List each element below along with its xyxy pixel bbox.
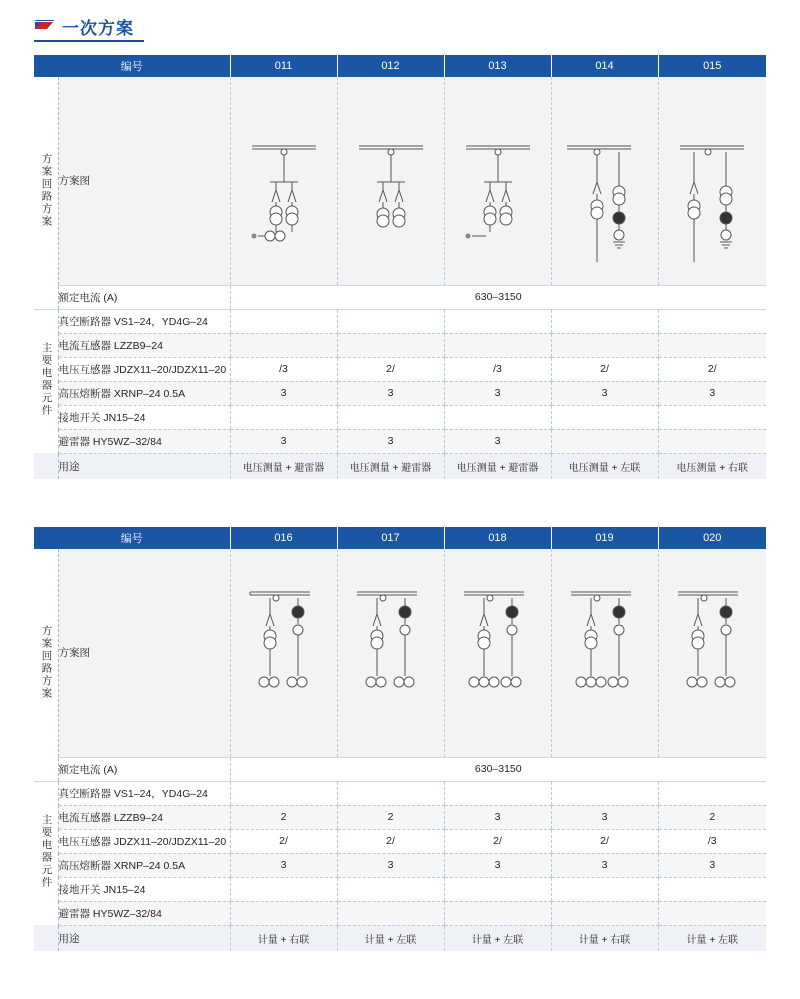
fuse-value-5: 3 [658, 381, 766, 405]
header-cell-id: 编号 [34, 55, 230, 77]
fuse-value-2: 3 [337, 381, 444, 405]
voltage-transformer-2-value-2: 2/ [337, 829, 444, 853]
header-cell-col-3: 013 [444, 55, 551, 77]
arrester-2-value-1 [230, 901, 337, 925]
diagram-cell-020 [658, 549, 766, 757]
arrester-2-value-3 [444, 901, 551, 925]
arrester-value-1: 3 [230, 429, 337, 453]
voltage-transformer-value-4: 2/ [551, 357, 658, 381]
diagram-row-2 [34, 549, 766, 757]
current-transformer-value-5 [658, 333, 766, 357]
header-cell-col-5: 015 [658, 55, 766, 77]
diagram-cell-011 [230, 77, 337, 285]
header-cell-col2-4: 019 [551, 527, 658, 549]
earthing-switch-2-value-2 [337, 877, 444, 901]
vacuum-breaker-2-value-5 [658, 781, 766, 805]
group-label-components-2: 主要电器元件 [34, 781, 58, 925]
usage-value-5: 电压测量 + 右联 [658, 453, 766, 479]
fuse-row [34, 381, 766, 405]
header-cell-col2-3: 018 [444, 527, 551, 549]
voltage-transformer-value-5: 2/ [658, 357, 766, 381]
title-underline [34, 40, 144, 42]
earthing-switch-2-value-4 [551, 877, 658, 901]
voltage-transformer-label: 电压互感器 JDZX11–20/JDZX11–20 [58, 357, 230, 381]
vacuum-breaker-2-value-3 [444, 781, 551, 805]
voltage-transformer-label-2: 电压互感器 JDZX11–20/JDZX11–20 [58, 829, 230, 853]
vacuum-breaker-value-1 [230, 309, 337, 333]
arrester-value-5 [658, 429, 766, 453]
header-cell-id-2: 编号 [34, 527, 230, 549]
arrester-2-value-5 [658, 901, 766, 925]
header-cell-col2-5: 020 [658, 527, 766, 549]
usage-2-value-5: 计量 + 左联 [658, 925, 766, 951]
page-title [34, 14, 134, 39]
earthing-switch-label: 接地开关 JN15–24 [58, 405, 230, 429]
current-transformer-2-value-1: 2 [230, 805, 337, 829]
current-transformer-2-value-5: 2 [658, 805, 766, 829]
header-cell-col-1: 011 [230, 55, 337, 77]
diagram-cell-013 [444, 77, 551, 285]
table-header-row-2 [34, 527, 766, 549]
voltage-transformer-2-value-1: 2/ [230, 829, 337, 853]
usage-value-4: 电压测量 + 左联 [551, 453, 658, 479]
fuse-2-value-1: 3 [230, 853, 337, 877]
diagram-row [34, 77, 766, 285]
voltage-transformer-2-value-5: /3 [658, 829, 766, 853]
voltage-transformer-row-2 [34, 829, 766, 853]
fuse-value-1: 3 [230, 381, 337, 405]
current-transformer-2-value-2: 2 [337, 805, 444, 829]
diagram-cell-012 [337, 77, 444, 285]
group-label-components: 主要电器元件 [34, 309, 58, 453]
fuse-row-2 [34, 853, 766, 877]
vacuum-breaker-label: 真空断路器 VS1–24，YD4G–24 [58, 309, 230, 333]
fuse-2-value-2: 3 [337, 853, 444, 877]
voltage-transformer-value-3: /3 [444, 357, 551, 381]
arrester-2-value-4 [551, 901, 658, 925]
current-transformer-value-4 [551, 333, 658, 357]
current-transformer-label-2: 电流互感器 LZZB9–24 [58, 805, 230, 829]
group-label-scheme: 方案回路方案 [34, 77, 58, 309]
vacuum-breaker-row [34, 309, 766, 333]
usage-value-1: 电压测量 + 避雷器 [230, 453, 337, 479]
fuse-2-value-3: 3 [444, 853, 551, 877]
vacuum-breaker-value-4 [551, 309, 658, 333]
usage-spacer [34, 453, 58, 479]
earthing-switch-2-value-3 [444, 877, 551, 901]
usage-spacer-2 [34, 925, 58, 951]
diagram-cell-018 [444, 549, 551, 757]
vacuum-breaker-2-value-2 [337, 781, 444, 805]
diagram-cell-016 [230, 549, 337, 757]
flag-icon [34, 20, 54, 34]
vacuum-breaker-2-value-4 [551, 781, 658, 805]
fuse-label: 高压熔断器 XRNP–24 0.5A [58, 381, 230, 405]
earthing-switch-row-2 [34, 877, 766, 901]
earthing-switch-label-2: 接地开关 JN15–24 [58, 877, 230, 901]
usage-row-2 [34, 925, 766, 951]
header-cell-col2-2: 017 [337, 527, 444, 549]
current-transformer-row [34, 333, 766, 357]
vacuum-breaker-value-5 [658, 309, 766, 333]
usage-label-2: 用途 [58, 925, 230, 951]
usage-2-value-3: 计量 + 左联 [444, 925, 551, 951]
earthing-switch-value-2 [337, 405, 444, 429]
vacuum-breaker-2-value-1 [230, 781, 337, 805]
usage-row [34, 453, 766, 479]
arrester-value-2: 3 [337, 429, 444, 453]
earthing-switch-2-value-1 [230, 877, 337, 901]
vacuum-breaker-value-2 [337, 309, 444, 333]
rated-current-label-2: 额定电流 (A) [58, 757, 230, 781]
voltage-transformer-2-value-4: 2/ [551, 829, 658, 853]
current-transformer-2-value-3: 3 [444, 805, 551, 829]
fuse-value-3: 3 [444, 381, 551, 405]
arrester-value-4 [551, 429, 658, 453]
fuse-2-value-5: 3 [658, 853, 766, 877]
diagram-cell-014 [551, 77, 658, 285]
usage-2-value-4: 计量 + 右联 [551, 925, 658, 951]
diagram-row-label-2: 方案图 [58, 549, 230, 757]
earthing-switch-value-4 [551, 405, 658, 429]
diagram-row-label: 方案图 [58, 77, 230, 285]
voltage-transformer-value-2: 2/ [337, 357, 444, 381]
current-transformer-row-2 [34, 805, 766, 829]
scheme-table-2 [34, 527, 766, 951]
usage-2-value-2: 计量 + 左联 [337, 925, 444, 951]
current-transformer-value-2 [337, 333, 444, 357]
arrester-2-value-2 [337, 901, 444, 925]
usage-2-value-1: 计量 + 右联 [230, 925, 337, 951]
vacuum-breaker-label-2: 真空断路器 VS1–24，YD4G–24 [58, 781, 230, 805]
arrester-label-2: 避雷器 HY5WZ–32/84 [58, 901, 230, 925]
arrester-row [34, 429, 766, 453]
group-label-scheme-2: 方案回路方案 [34, 549, 58, 781]
usage-label: 用途 [58, 453, 230, 479]
diagram-cell-017 [337, 549, 444, 757]
rated-current-row-2 [34, 757, 766, 781]
voltage-transformer-2-value-3: 2/ [444, 829, 551, 853]
header-cell-col-2: 012 [337, 55, 444, 77]
current-transformer-2-value-4: 3 [551, 805, 658, 829]
fuse-2-value-4: 3 [551, 853, 658, 877]
arrester-label: 避雷器 HY5WZ–32/84 [58, 429, 230, 453]
earthing-switch-value-3 [444, 405, 551, 429]
usage-value-3: 电压测量 + 避雷器 [444, 453, 551, 479]
rated-current-value: 630–3150 [230, 285, 766, 309]
rated-current-label: 额定电流 (A) [58, 285, 230, 309]
scheme-table-1 [34, 55, 766, 479]
arrester-row-2 [34, 901, 766, 925]
voltage-transformer-value-1: /3 [230, 357, 337, 381]
fuse-value-4: 3 [551, 381, 658, 405]
current-transformer-value-1 [230, 333, 337, 357]
voltage-transformer-row [34, 357, 766, 381]
header-cell-col2-1: 016 [230, 527, 337, 549]
vacuum-breaker-row-2 [34, 781, 766, 805]
usage-value-2: 电压测量 + 避雷器 [337, 453, 444, 479]
rated-current-value-2: 630–3150 [230, 757, 766, 781]
vacuum-breaker-value-3 [444, 309, 551, 333]
earthing-switch-2-value-5 [658, 877, 766, 901]
current-transformer-value-3 [444, 333, 551, 357]
earthing-switch-value-1 [230, 405, 337, 429]
table-header-row [34, 55, 766, 77]
arrester-value-3: 3 [444, 429, 551, 453]
earthing-switch-value-5 [658, 405, 766, 429]
earthing-switch-row [34, 405, 766, 429]
diagram-cell-019 [551, 549, 658, 757]
diagram-cell-015 [658, 77, 766, 285]
fuse-label-2: 高压熔断器 XRNP–24 0.5A [58, 853, 230, 877]
header-cell-col-4: 014 [551, 55, 658, 77]
current-transformer-label: 电流互感器 LZZB9–24 [58, 333, 230, 357]
page-title-text: 一次方案 [62, 19, 134, 38]
rated-current-row [34, 285, 766, 309]
